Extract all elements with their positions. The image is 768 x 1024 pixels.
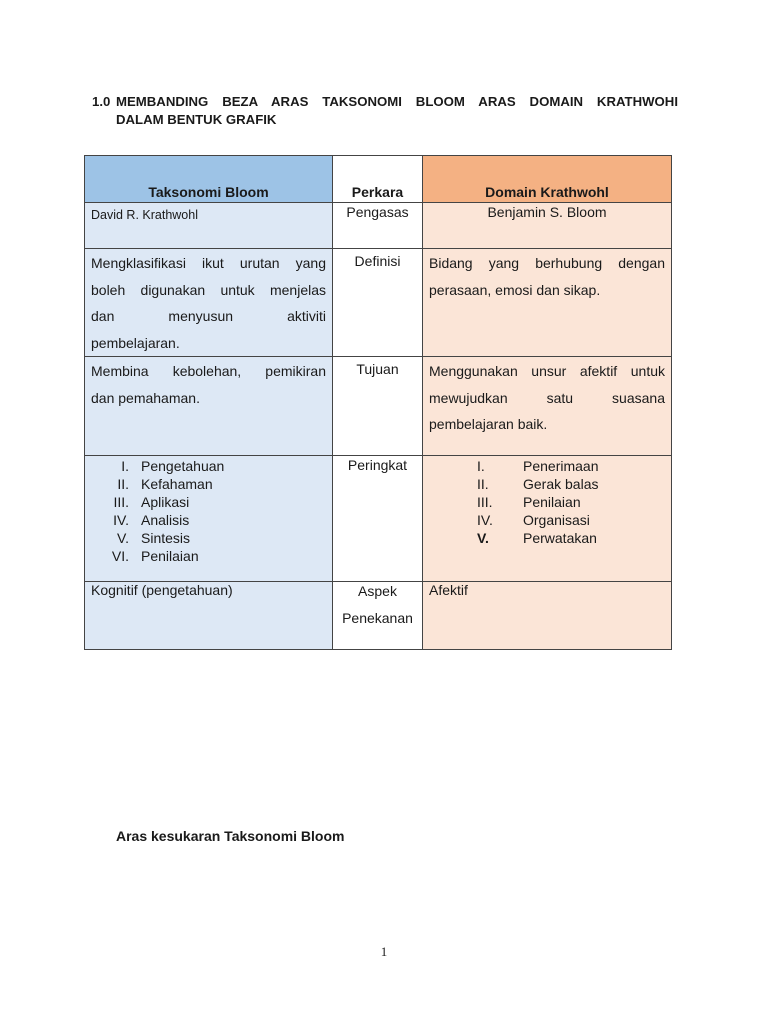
list-item-label: Kefahaman	[141, 476, 213, 492]
list-item	[91, 511, 326, 529]
row-pengasas	[85, 203, 672, 249]
list-item-number: II.	[117, 476, 129, 492]
row-peringkat	[85, 456, 672, 582]
list-item-number: V.	[477, 530, 489, 546]
list-item-label: Pengetahuan	[141, 458, 225, 474]
list-item-label: Aplikasi	[141, 494, 190, 510]
tujuan-left: Membina kebolehan, pemikiran dan pemahaman.	[85, 357, 333, 456]
comparison-table	[84, 155, 672, 650]
tujuan-right: Menggunakan unsur afektif untuk mewujudkan satu suasana pembelajaran baik.	[423, 357, 672, 456]
list-item-number: I.	[121, 458, 129, 474]
list-item-label: Gerak balas	[523, 476, 599, 492]
list-item-number: IV.	[113, 512, 129, 528]
list-item-label: Penerimaan	[523, 458, 599, 474]
peringkat-left	[85, 456, 333, 582]
list-item-number: IV.	[477, 512, 493, 528]
bloom-levels-list	[91, 457, 326, 565]
section-number: 1.0	[92, 94, 111, 109]
list-item-label: Perwatakan	[523, 530, 597, 546]
list-item-label: Sintesis	[141, 530, 191, 546]
list-item-number: II.	[477, 476, 489, 492]
krathwohl-levels-list	[429, 457, 665, 547]
list-item	[91, 475, 326, 493]
list-item-number: III.	[113, 494, 129, 510]
list-item-number: V.	[117, 530, 129, 546]
aspek-label: Aspek Penekanan	[333, 582, 423, 650]
list-item-number: I.	[477, 458, 485, 474]
header-domain-krathwohl: Domain Krathwohl	[423, 156, 672, 203]
definisi-left	[85, 249, 333, 357]
definisi-right: Bidang yang berhubung dengan perasaan, emosi dan sikap.	[423, 249, 672, 357]
list-item-label: Penilaian	[523, 494, 581, 510]
header-taksonomi-bloom: Taksonomi Bloom	[85, 156, 333, 203]
row-tujuan	[85, 357, 672, 456]
aspek-left: Kognitif (pengetahuan)	[85, 582, 333, 650]
list-item	[91, 547, 326, 565]
page-number: 1	[380, 944, 388, 959]
list-item-label: Penilaian	[141, 548, 199, 564]
row-aspek	[85, 582, 672, 650]
definisi-left-text: Mengklasifikasi ikut urutan yang boleh digunakan untuk menjelas dan menyusun aktiviti pembelajaran.	[91, 255, 326, 351]
peringkat-right	[423, 456, 672, 582]
list-item-number: VI.	[111, 548, 129, 564]
tujuan-label: Tujuan	[333, 357, 423, 456]
list-item-label: Organisasi	[523, 512, 590, 528]
table-header-row	[85, 156, 672, 203]
list-item	[429, 511, 665, 529]
aspek-right: Afektif	[423, 582, 672, 650]
list-item	[429, 475, 665, 493]
row-definisi	[85, 249, 672, 357]
list-item	[91, 529, 326, 547]
list-item	[91, 457, 326, 475]
subheading: Aras kesukaran Taksonomi Bloom	[116, 828, 345, 844]
section-title-line-2: DALAM BENTUK GRAFIK	[116, 112, 277, 127]
pengasas-right: Benjamin S. Bloom	[423, 203, 672, 249]
section-title-line-1: MEMBANDING BEZA ARAS TAKSONOMI BLOOM ARAS DOMAIN KRATHWOHI	[116, 94, 678, 109]
list-item	[429, 457, 665, 475]
peringkat-label: Peringkat	[333, 456, 423, 582]
list-item	[429, 529, 665, 547]
section-heading	[92, 93, 678, 129]
list-item-number: III.	[477, 494, 493, 510]
pengasas-left: David R. Krathwohl	[85, 203, 333, 249]
list-item-label: Analisis	[141, 512, 190, 528]
list-item	[429, 493, 665, 511]
definisi-label: Definisi	[333, 249, 423, 357]
header-perkara: Perkara	[333, 156, 423, 203]
pengasas-label: Pengasas	[333, 203, 423, 249]
list-item	[91, 493, 326, 511]
